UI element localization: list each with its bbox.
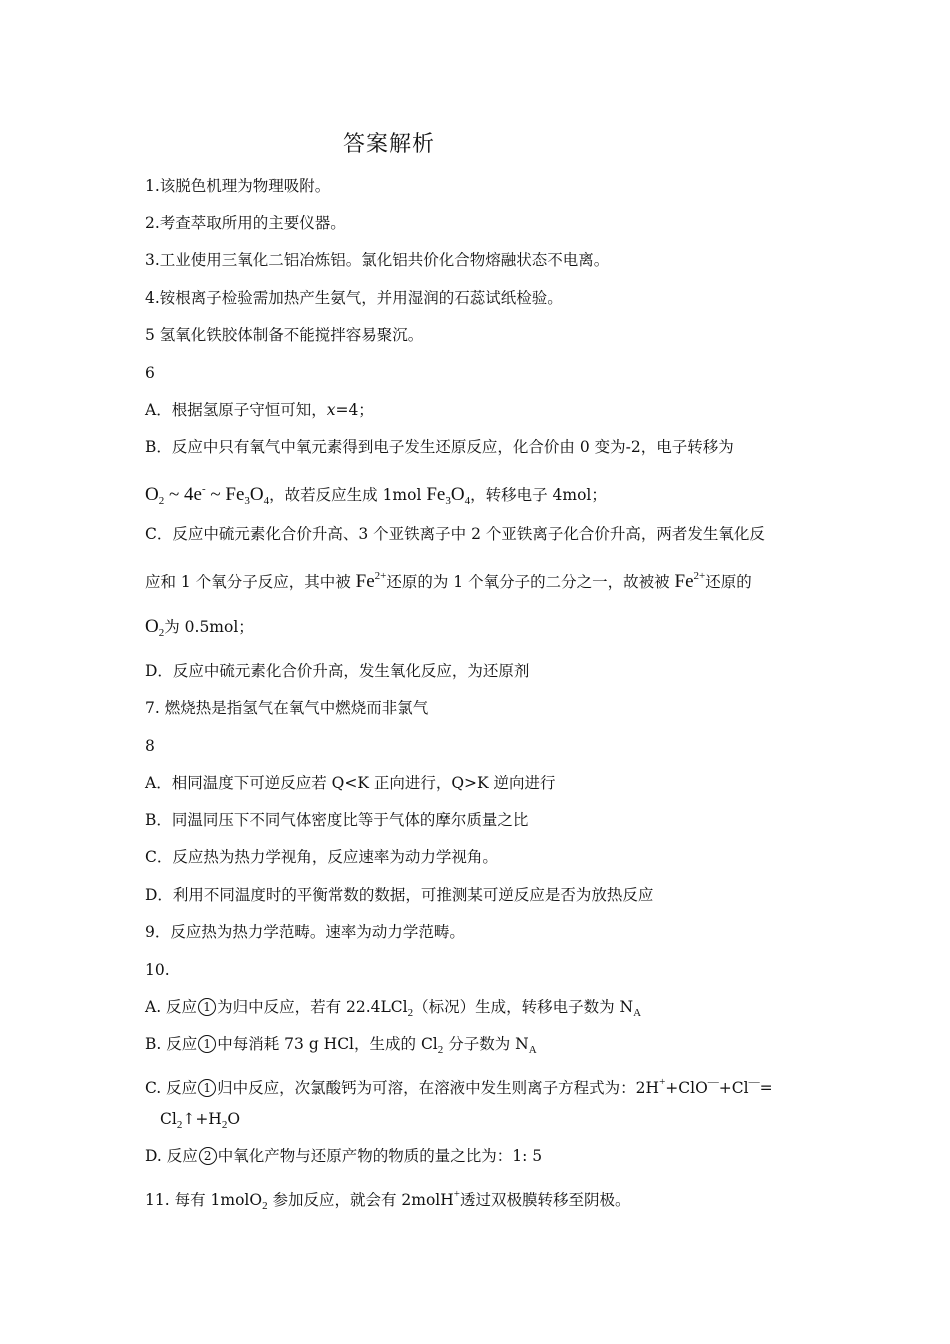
answer-6-b: B．反应中只有氧气中氧元素得到电子发生还原反应，化合价由 0 变为-2，电子转移为 (145, 438, 734, 456)
answer-1: 1.该脱色机理为物理吸附。 (145, 177, 331, 195)
answer-6-number: 6 (145, 364, 155, 382)
answer-10-number: 10. (145, 961, 170, 979)
answer-6-a: A．根据氢原子守恒可知，x=4； (145, 401, 374, 419)
answer-7: 7. 燃烧热是指氢气在氧气中燃烧而非氯气 (145, 699, 429, 717)
answer-10-b: B. 反应 1 中每消耗 73 g HCl，生成的 $Cl_2$ 分子数为 $N_A$ (145, 1035, 537, 1056)
answer-6-c-line3: $O_2$为 0.5mol； (145, 616, 254, 639)
answer-8-b: B．同温同压下不同气体密度比等于气体的摩尔质量之比 (145, 811, 529, 829)
answer-10-c: C. 反应 1 归中反应，次氯酸钙为可溶，在溶液中发生则离子方程式为：2H++ClO—+Cl—= (145, 1076, 773, 1097)
answer-8-a: A．相同温度下可逆反应若 Q<K 正向进行，Q>K 逆向进行 (145, 774, 556, 792)
answer-2: 2.考查萃取所用的主要仪器。 (145, 214, 346, 232)
page-title: 答案解析 (343, 132, 436, 157)
answer-6-c: C．反应中硫元素化合价升高、3 个亚铁离子中 2 个亚铁离子化合价升高，两者发生氧化反 (145, 525, 765, 543)
answer-11: 11. 每有 1molO$_2$ 参加反应，就会有 2molH+透过双极膜转移至阴极。 (145, 1188, 631, 1212)
answer-8-number: 8 (145, 737, 155, 755)
answer-3: 3.工业使用三氧化二铝冶炼铝。氯化铝共价化合物熔融状态不电离。 (145, 251, 610, 269)
answer-6-d: D．反应中硫元素化合价升高，发生氧化反应，为还原剂 (145, 662, 530, 680)
answer-10-c-line2: $Cl_2↑+H_2O$ (160, 1110, 241, 1131)
answer-8-d: D．利用不同温度时的平衡常数的数据，可推测某可逆反应是否为放热反应 (145, 886, 654, 904)
answer-8-c: C．反应热为热力学视角，反应速率为动力学视角。 (145, 848, 498, 866)
answer-5: 5 氢氧化铁胶体制备不能搅拌容易聚沉。 (145, 326, 424, 344)
answer-4: 4.铵根离子检验需加热产生氨气，并用湿润的石蕊试纸检验。 (145, 289, 563, 307)
answer-6-b-equation: $O_2$ ~ 4e- ~ $Fe_3O_4$，故若反应生成 1mol $Fe_3O_4$，转移电子 4mol； (145, 483, 607, 507)
answer-10-d: D. 反应 2 中氧化产物与还原产物的物质的量之比为：1: 5 (145, 1147, 543, 1165)
answer-10-a: A. 反应 1 为归中反应，若有 22.4LCl$_2$（标况）生成，转移电子数为 $N_A$ (145, 998, 642, 1019)
answer-9: 9．反应热为热力学范畴。速率为动力学范畴。 (145, 923, 465, 941)
answer-6-c-line2: 应和 1 个氧分子反应，其中被 $Fe^{2+}$还原的为 1 个氧分子的二分之一，故被被 $Fe^{2+}$还原的 (145, 570, 752, 592)
